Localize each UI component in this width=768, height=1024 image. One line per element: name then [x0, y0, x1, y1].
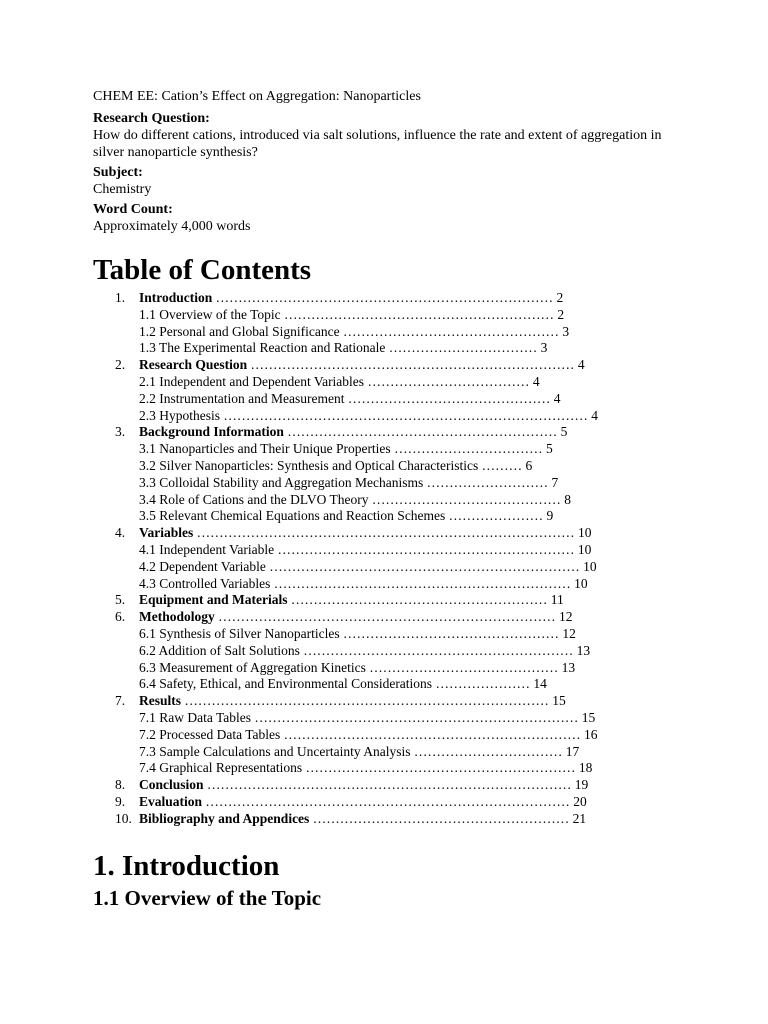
toc-entry-leader: …………………………………………………… 2 — [280, 306, 565, 322]
toc-section-row — [93, 424, 683, 441]
toc-entry-leader: …………………………………… 8 — [368, 491, 571, 507]
toc-entry-title: 1.2 Personal and Global Significance — [139, 323, 340, 339]
toc-subsection-row — [93, 508, 683, 525]
toc-subsection-row — [93, 710, 683, 727]
introduction-heading: 1. Introduction — [93, 850, 280, 882]
toc-section-number: 10. — [115, 810, 132, 826]
toc-section-number: 2. — [115, 357, 126, 373]
toc-entry-title: 2.3 Hypothesis — [139, 407, 220, 423]
toc-entry-leader: ………………………………………………………………… 12 — [214, 609, 573, 625]
toc-entry-title: Variables — [139, 525, 194, 541]
toc-entry — [139, 626, 576, 643]
toc-entry — [139, 525, 592, 542]
toc-entry — [139, 693, 566, 710]
toc-entry — [139, 475, 558, 492]
toc-entry-title: 3.4 Role of Cations and the DLVO Theory — [139, 491, 369, 507]
toc-entry-title: 4.2 Dependent Variable — [139, 558, 266, 574]
toc-section-row — [93, 811, 683, 828]
toc-entry-leader: ……………………………………………………………… 15 — [251, 709, 596, 725]
toc-subsection-row — [93, 744, 683, 761]
toc-entry-title: 7.4 Graphical Representations — [139, 760, 303, 776]
toc-entry — [139, 290, 563, 307]
toc-entry — [139, 760, 592, 777]
toc-entry — [139, 592, 564, 609]
toc-entry-leader: ………………………………………………… 21 — [309, 810, 587, 826]
toc-entry — [139, 441, 553, 458]
toc-entry-leader: ……………………………………………………………………… 15 — [181, 693, 566, 709]
overview-subheading: 1.1 Overview of the Topic — [93, 886, 322, 910]
toc-entry — [139, 676, 547, 693]
toc-entry — [139, 777, 588, 794]
toc-entry-title: Research Question — [139, 357, 248, 373]
toc-entry — [139, 391, 560, 408]
toc-entry — [139, 710, 595, 727]
toc-section-number: 4. — [115, 525, 126, 541]
subject-label: Subject: — [93, 165, 143, 180]
toc-section-row — [93, 609, 683, 626]
toc-entry-title: Bibliography and Appendices — [139, 810, 310, 826]
toc-entry — [139, 643, 590, 660]
toc-entry-title: Conclusion — [139, 777, 204, 793]
toc-entry — [139, 811, 586, 828]
toc-entry-title: 6.4 Safety, Ethical, and Environmental Considerations — [139, 676, 433, 692]
toc-entry-leader: …………………………………………………… 18 — [302, 760, 593, 776]
toc-subsection-row — [93, 324, 683, 341]
toc-entry — [139, 374, 540, 391]
toc-entry — [139, 609, 573, 626]
toc-entry-leader: ………………………………………………………… 10 — [274, 541, 592, 557]
toc-entry — [139, 357, 585, 374]
toc-entry-leader: …………………………………………………………… 10 — [265, 558, 597, 574]
toc-section-row — [93, 777, 683, 794]
toc-section-number: 9. — [115, 793, 126, 809]
toc-entry — [139, 458, 532, 475]
toc-subsection-row — [93, 626, 683, 643]
toc-entry-leader: ………………………………………………… 11 — [287, 592, 564, 608]
document-header — [93, 88, 693, 235]
document-title: CHEM EE: Cation’s Effect on Aggregation: Nanoparticles — [93, 89, 421, 104]
toc-entry-title: 3.5 Relevant Chemical Equations and Reaction Schemes — [139, 508, 446, 524]
toc-subsection-row — [93, 475, 683, 492]
toc-entry-leader: …………………………… 5 — [390, 441, 553, 457]
toc-section-number: 1. — [115, 290, 126, 305]
toc-section-number: 3. — [115, 424, 126, 440]
toc-entry — [139, 559, 597, 576]
toc-entry-title: 2.1 Independent and Dependent Variables — [139, 373, 365, 389]
toc-entry-title: 2.2 Instrumentation and Measurement — [139, 390, 345, 406]
toc-section-row — [93, 290, 683, 307]
toc-entry-title: Background Information — [139, 424, 284, 440]
toc-entry-leader: ……………………………………… 4 — [344, 390, 561, 406]
toc-entry-title: 6.2 Addition of Salt Solutions — [139, 642, 300, 658]
toc-entry-title: Introduction — [139, 290, 213, 305]
toc-entry-title: Methodology — [139, 609, 215, 625]
toc-subsection-row — [93, 727, 683, 744]
toc-entry — [139, 660, 575, 677]
toc-entry-title: 1.1 Overview of the Topic — [139, 306, 281, 322]
toc-entry-leader: …………………………………………………… 13 — [299, 642, 591, 658]
toc-entry-leader: ……………………………… 4 — [364, 373, 540, 389]
toc-entry — [139, 576, 588, 593]
word-count-label: Word Count: — [93, 202, 173, 217]
toc-section-row — [93, 525, 683, 542]
toc-subsection-row — [93, 374, 683, 391]
toc-entry-title: 4.1 Independent Variable — [139, 541, 275, 557]
toc-entry-title: Results — [139, 693, 182, 709]
toc-entry-leader: ………………………………………………………… 16 — [280, 726, 598, 742]
toc-entry-title: 3.3 Colloidal Stability and Aggregation Mechanisms — [139, 474, 424, 490]
toc-entry-leader: ………………………………………………………………… 2 — [212, 290, 564, 305]
toc-section-row — [93, 357, 683, 374]
toc-entry-leader: …………………………… 17 — [410, 743, 580, 759]
toc-entry-leader: ……………………………………………………………………… 19 — [203, 777, 589, 793]
toc-entry — [139, 408, 598, 425]
toc-entry-leader: ………………… 14 — [432, 676, 547, 692]
toc-subsection-row — [93, 760, 683, 777]
toc-entry-leader: ……………………………………………………………………… 20 — [202, 793, 587, 809]
toc-entry-leader: …………………………………………………… 5 — [283, 424, 568, 440]
toc-entry-leader: ……………………………………………………………………… 4 — [220, 407, 598, 423]
toc-entry-leader: ………………………………………………………… 10 — [270, 575, 588, 591]
toc-entry — [139, 340, 547, 357]
toc-entry-title: 6.1 Synthesis of Silver Nanoparticles — [139, 625, 340, 641]
toc-subsection-row — [93, 340, 683, 357]
toc-entry — [139, 542, 591, 559]
toc-section-number: 5. — [115, 592, 126, 608]
toc-subsection-row — [93, 542, 683, 559]
toc-entry-leader: ……… 6 — [478, 457, 533, 473]
toc-subsection-row — [93, 660, 683, 677]
toc-subsection-row — [93, 576, 683, 593]
toc-section-number: 8. — [115, 777, 126, 793]
research-question-label: Research Question: — [93, 111, 210, 126]
table-of-contents — [93, 290, 683, 828]
toc-entry — [139, 727, 598, 744]
toc-subsection-row — [93, 408, 683, 425]
toc-section-number: 6. — [115, 609, 126, 625]
toc-subsection-row — [93, 307, 683, 324]
toc-subsection-row — [93, 441, 683, 458]
toc-heading: Table of Contents — [93, 254, 312, 286]
toc-entry — [139, 794, 587, 811]
toc-entry-leader: ………………………………………… 3 — [339, 323, 570, 339]
toc-entry-title: 6.3 Measurement of Aggregation Kinetics — [139, 659, 366, 675]
toc-section-row — [93, 794, 683, 811]
toc-entry-leader: ………………… 9 — [445, 508, 554, 524]
word-count-text: Approximately 4,000 words — [93, 219, 251, 234]
research-question-text: How do different cations, introduced via salt solutions, influence the rate and extent of aggregation in silver nanoparticle synthesis? — [93, 128, 662, 160]
toc-section-number: 7. — [115, 693, 126, 709]
toc-entry-title: 3.2 Silver Nanoparticles: Synthesis and Optical Characteristics — [139, 457, 479, 473]
toc-entry — [139, 492, 571, 509]
toc-subsection-row — [93, 458, 683, 475]
toc-subsection-row — [93, 391, 683, 408]
toc-section-row — [93, 693, 683, 710]
toc-subsection-row — [93, 676, 683, 693]
toc-entry — [139, 307, 564, 324]
toc-entry-title: Evaluation — [139, 793, 203, 809]
toc-entry — [139, 744, 579, 761]
toc-entry-title: 7.2 Processed Data Tables — [139, 726, 281, 742]
toc-entry — [139, 324, 569, 341]
toc-entry-title: 3.1 Nanoparticles and Their Unique Properties — [139, 441, 391, 457]
toc-subsection-row — [93, 492, 683, 509]
toc-entry-leader: …………………………… 3 — [385, 340, 548, 356]
toc-entry-title: 7.1 Raw Data Tables — [139, 709, 252, 725]
subject-text: Chemistry — [93, 182, 152, 197]
toc-entry-leader: ……………………………………………………………… 4 — [247, 357, 585, 373]
toc-entry — [139, 508, 553, 525]
toc-entry-leader: ……………………… 7 — [423, 474, 559, 490]
toc-subsection-row — [93, 643, 683, 660]
toc-entry-leader: ………………………………………………………………………… 10 — [193, 525, 592, 541]
toc-entry-title: 1.3 The Experimental Reaction and Rationale — [139, 340, 386, 356]
toc-entry-title: 4.3 Controlled Variables — [139, 575, 271, 591]
toc-section-row — [93, 592, 683, 609]
toc-entry-leader: …………………………………… 13 — [365, 659, 576, 675]
toc-entry-leader: ………………………………………… 12 — [339, 625, 576, 641]
toc-subsection-row — [93, 559, 683, 576]
toc-entry-title: Equipment and Materials — [139, 592, 288, 608]
toc-entry — [139, 424, 567, 441]
toc-entry-title: 7.3 Sample Calculations and Uncertainty Analysis — [139, 743, 411, 759]
